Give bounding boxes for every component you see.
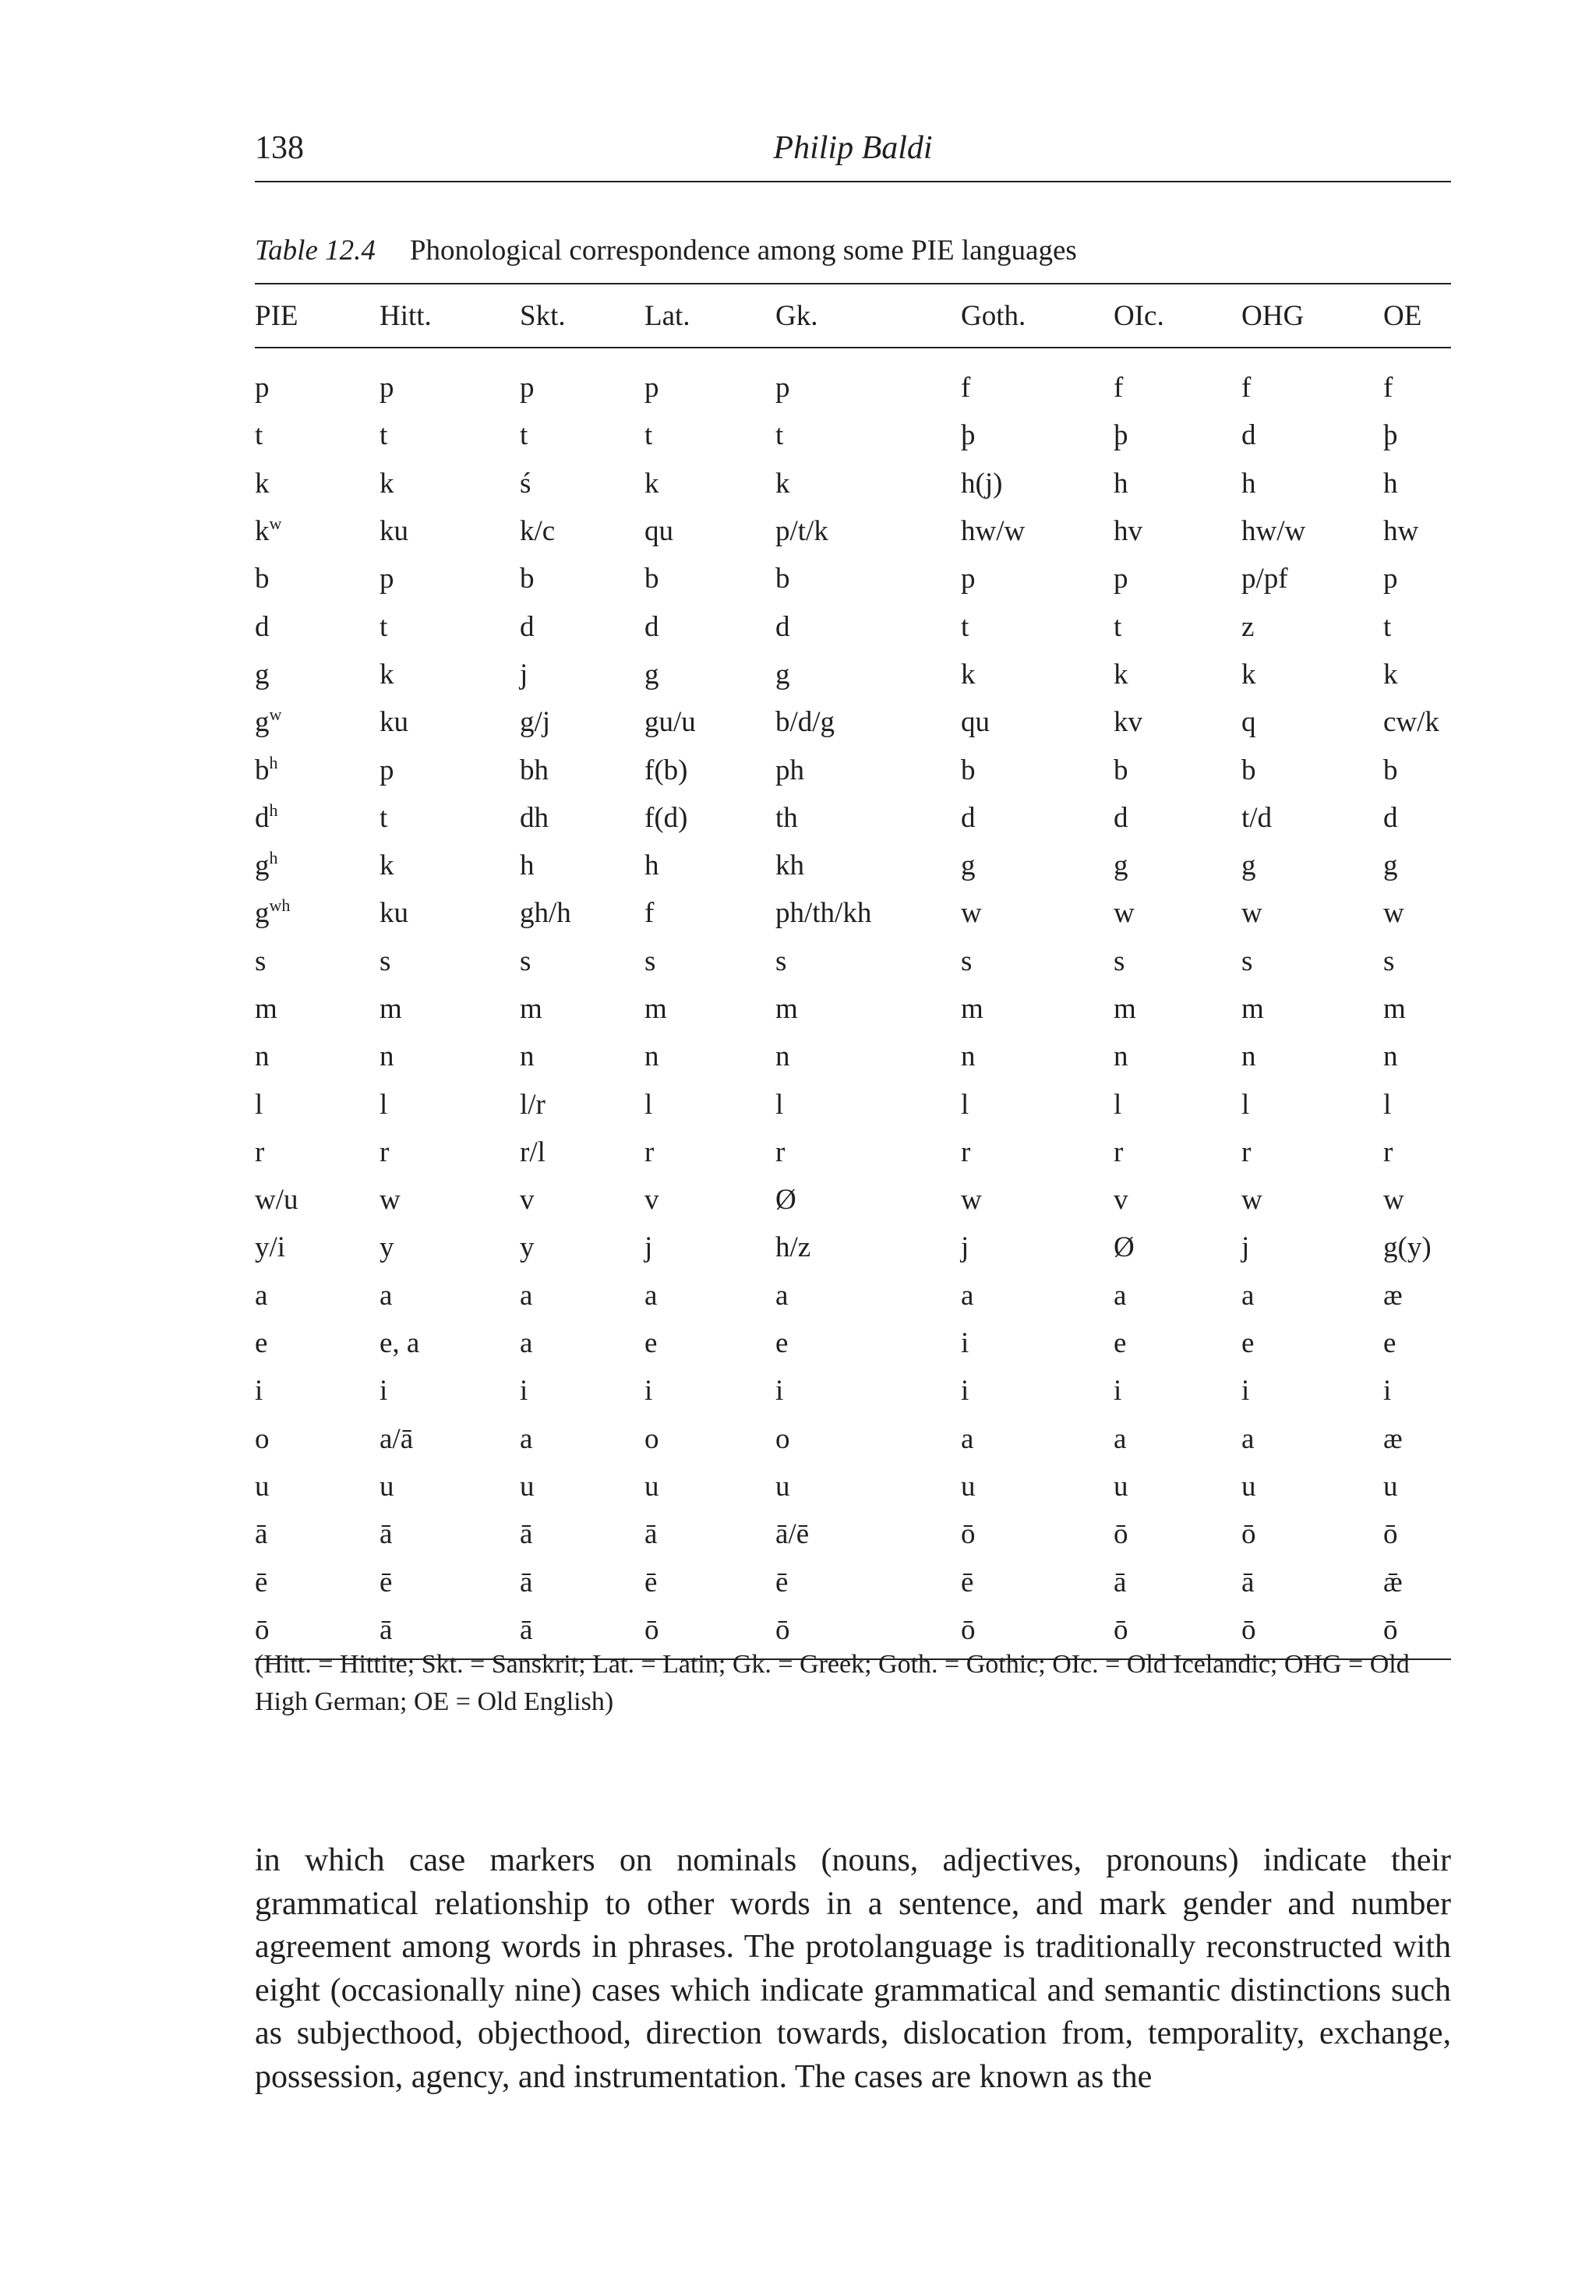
pie-sound-cell: b [255, 563, 270, 595]
table-cell: d [1241, 419, 1256, 452]
table-cell: k [380, 658, 394, 691]
table-cell: r [1114, 1136, 1124, 1168]
table-cell: r [1241, 1136, 1252, 1168]
superscript: w [269, 514, 282, 534]
table-cell: i [1383, 1375, 1392, 1408]
table-cell: z [1241, 610, 1255, 643]
table-cell: l [1241, 1088, 1250, 1121]
table-cell: u [961, 1470, 976, 1503]
table-cell: ā [380, 1518, 393, 1551]
table-cell: l/r [520, 1088, 546, 1121]
pie-sound-cell: y/i [255, 1231, 286, 1264]
table-header-row [255, 284, 1451, 348]
table-cell: h [644, 850, 659, 882]
table-cell: u [775, 1470, 790, 1503]
table-cell: t [644, 419, 653, 452]
table-cell: i [1241, 1375, 1250, 1408]
table-cell: i [961, 1327, 969, 1360]
table-row [255, 412, 1451, 459]
pie-sound-cell: d [255, 610, 270, 643]
table-cell: k [380, 850, 394, 882]
table-cell: t [380, 419, 388, 452]
pie-sound-cell: n [255, 1040, 270, 1073]
table-cell: r [1383, 1136, 1393, 1168]
table-cell: a [1241, 1279, 1255, 1312]
table-cell: r [644, 1136, 655, 1168]
table-cell: n [961, 1040, 976, 1073]
table-cell: b [520, 563, 535, 595]
table-cell: w [1383, 897, 1404, 930]
table-cell: l [961, 1088, 969, 1121]
table-cell: i [775, 1375, 784, 1408]
table-cell: n [775, 1040, 790, 1073]
table-cell: ō [1241, 1518, 1256, 1551]
running-title: Philip Baldi [773, 130, 933, 166]
table-cell: t [520, 419, 528, 452]
table-cell: p [1383, 563, 1398, 595]
table-cell: g [961, 850, 976, 882]
table-cell: w [961, 897, 982, 930]
pie-sound-cell: $d^h$ [255, 800, 278, 834]
table-cell: g [1383, 850, 1398, 882]
pie-sound-cell: $b^h$ [255, 752, 278, 786]
table-cell: m [1241, 993, 1264, 1025]
table-cell: v [1114, 1184, 1128, 1217]
table-cell: dh [520, 801, 549, 834]
table-cell: p [644, 372, 659, 404]
table-cell: p [1114, 563, 1128, 595]
table-row [255, 1319, 1451, 1367]
table-cell: a [1114, 1422, 1127, 1455]
table-cell: b [1114, 754, 1128, 786]
table-cell: p [380, 372, 394, 404]
table-row [255, 1367, 1451, 1415]
table-cell: h [1241, 467, 1256, 500]
table-cell: v [644, 1184, 659, 1217]
table-cell: ō [775, 1606, 961, 1659]
table-cell: r [961, 1136, 971, 1168]
pie-sound-cell: g [255, 658, 270, 691]
table-row [255, 1080, 1451, 1128]
table-row [255, 460, 1451, 507]
table-row [255, 602, 1451, 650]
table-cell: ō [1383, 1518, 1398, 1551]
table-cell: a [520, 1279, 533, 1312]
table-cell: kh [775, 850, 804, 882]
pie-sound-cell: a [255, 1279, 268, 1312]
table-cell: u [1383, 1470, 1398, 1503]
table-cell: p/t/k [775, 515, 828, 548]
table-cell: m [961, 993, 983, 1025]
table-cell: l [1383, 1088, 1392, 1121]
table-cell: i [380, 1375, 388, 1408]
pie-sound-cell: $g^{wh}$ [255, 895, 291, 930]
body-paragraph: in which case markers on nominals (nouns, adjectives, pronouns) indicate their grammatical relationship to other words in a sentence, and mark gender and number agreement among words in phrases. The protolanguage is traditionally reconstructed with eight (occasionally nine) cases which indicate grammatical and semantic distinctions such as subjecthood, objecthood, direction towards, dislocation from, temporality, exchange, possession, agency, and instrumentation. The cases are known as the [255, 1842, 1451, 2095]
table-cell: s [1114, 945, 1125, 977]
table-cell: u [520, 1470, 535, 1503]
table-cell: h(j) [961, 467, 1003, 500]
table-cell: f(d) [644, 801, 688, 834]
table-cell: ph/th/kh [775, 897, 872, 930]
pie-sound-cell: $g^w$ [255, 705, 282, 739]
table-cell: ē [775, 1566, 789, 1598]
table-cell: j [520, 658, 528, 691]
table-cell: w [1241, 897, 1262, 930]
column-header: Lat. [644, 284, 775, 348]
table-cell: ph [775, 754, 804, 786]
table-row [255, 555, 1451, 602]
table-cell: e [1241, 1327, 1255, 1360]
table-cell: d [775, 610, 790, 643]
superscript: wh [269, 895, 291, 916]
table-cell: f [644, 897, 655, 930]
pie-sound-cell: l [255, 1088, 263, 1121]
table-cell: p/pf [1241, 563, 1288, 595]
table-cell: g [1114, 850, 1128, 882]
table-cell: ǣ [1383, 1566, 1403, 1598]
table-cell: s [644, 945, 656, 977]
table-cell: l [380, 1088, 388, 1121]
table-cell: gu/u [644, 706, 696, 739]
table-cell: hv [1114, 515, 1142, 548]
table-cell: kv [1114, 706, 1142, 739]
table-cell: d [520, 610, 535, 643]
table-cell: h [520, 850, 535, 882]
table-cell: d [1114, 801, 1128, 834]
superscript: h [269, 752, 278, 772]
table-cell: u [380, 1470, 394, 1503]
table-cell: r [775, 1136, 786, 1168]
table-cell: l [775, 1088, 784, 1121]
page-number: 138 [255, 130, 304, 166]
table-cell: n [1241, 1040, 1256, 1073]
table-row [255, 1224, 1451, 1271]
table-cell: o [775, 1422, 790, 1455]
pie-sound-cell: s [255, 945, 267, 977]
column-header: Hitt. [380, 284, 520, 348]
table-cell: i [644, 1375, 653, 1408]
table-cell: p [520, 372, 535, 404]
table-cell: a [520, 1327, 533, 1360]
table-cell: m [520, 993, 542, 1025]
table-cell: s [520, 945, 531, 977]
pie-sound-cell: i [255, 1375, 263, 1408]
table-cell: n [520, 1040, 535, 1073]
table-cell: q [1241, 706, 1256, 739]
superscript: h [269, 800, 278, 820]
pie-sound-cell: m [255, 993, 277, 1025]
table-cell: qu [961, 706, 990, 739]
table-row [255, 1415, 1451, 1463]
pie-sound-cell: $g^h$ [255, 848, 278, 882]
table-cell: a/ā [380, 1422, 414, 1455]
table-cell: hw [1383, 515, 1419, 548]
table-cell: w [961, 1184, 982, 1217]
table-row [255, 842, 1451, 889]
table-cell: t [380, 610, 388, 643]
pie-sound-cell: ā [255, 1518, 268, 1551]
table-row [255, 1033, 1451, 1080]
table-cell: h [1383, 467, 1398, 500]
table-cell: e [644, 1327, 658, 1360]
table-cell: m [380, 993, 402, 1025]
table-cell: h [1114, 467, 1128, 500]
table-row [255, 651, 1451, 698]
table-cell: t [1383, 610, 1392, 643]
table-cell: s [1241, 945, 1253, 977]
table-cell: ś [520, 467, 531, 500]
table-cell: æ [1383, 1422, 1403, 1455]
table-cell: r [380, 1136, 390, 1168]
table-cell: Ø [775, 1184, 796, 1217]
table-row [255, 985, 1451, 1033]
table-cell: gh/h [520, 897, 571, 930]
table-cell: j [961, 1231, 969, 1264]
table-cell: k [1383, 658, 1398, 691]
table-cell: e [1114, 1327, 1127, 1360]
table-cell: m [644, 993, 667, 1025]
table-cell: f [1114, 372, 1124, 404]
table-cell: cw/k [1383, 706, 1439, 739]
table-cell: ō [1383, 1606, 1451, 1659]
table-row [255, 1463, 1451, 1510]
pie-sound-cell: u [255, 1470, 270, 1503]
table-cell: ā [380, 1606, 520, 1659]
table-cell: p [961, 563, 976, 595]
table-cell: e, a [380, 1327, 420, 1360]
table-cell: þ [1383, 419, 1398, 452]
table-cell: w [380, 1184, 401, 1217]
table-cell: þ [1114, 419, 1128, 452]
table-cell: u [1241, 1470, 1256, 1503]
table-cell: k [644, 467, 659, 500]
table-cell: þ [961, 419, 976, 452]
table-row [255, 1129, 1451, 1176]
table-cell: ō [961, 1606, 1114, 1659]
table-cell: a [961, 1422, 974, 1455]
table-cell: e [1383, 1327, 1396, 1360]
table-cell: a [644, 1279, 658, 1312]
table-cell: ā [520, 1606, 644, 1659]
superscript: w [269, 705, 282, 725]
table-cell: g(y) [1383, 1231, 1432, 1264]
table-cell: k [775, 467, 790, 500]
pie-sound-cell: ō [255, 1606, 380, 1659]
table-row [255, 1272, 1451, 1319]
table-cell: j [644, 1231, 653, 1264]
table-cell: ā/ē [775, 1518, 810, 1551]
correspondence-table [255, 283, 1451, 1660]
table-cell: p [775, 372, 790, 404]
table-row [255, 348, 1451, 412]
table-cell: ku [380, 706, 408, 739]
table-cell: ē [644, 1566, 658, 1598]
table-cell: t [380, 801, 388, 834]
table-row [255, 1558, 1451, 1605]
table-cell: ō [1114, 1606, 1241, 1659]
column-header: Goth. [961, 284, 1114, 348]
table-cell: y [520, 1231, 535, 1264]
table-cell: o [644, 1422, 659, 1455]
pie-sound-cell: e [255, 1327, 268, 1360]
table-cell: ō [1241, 1606, 1383, 1659]
table-cell: th [775, 801, 798, 834]
column-header: PIE [255, 284, 380, 348]
table-cell: i [1114, 1375, 1122, 1408]
table-cell: ā [1114, 1566, 1127, 1598]
table-cell: m [1114, 993, 1136, 1025]
table-row [255, 507, 1451, 555]
table-cell: l [1114, 1088, 1122, 1121]
table-cell: t [1114, 610, 1122, 643]
column-header: OIc. [1114, 284, 1241, 348]
table-note: (Hitt. = Hittite; Skt. = Sanskrit; Lat. = Latin; Gk. = Greek; Goth. = Gothic; OIc. = Old Icelandic; OHG = Old High German; OE = Old English) [255, 1650, 1410, 1716]
table-cell: a [520, 1422, 533, 1455]
table-cell: hw/w [961, 515, 1026, 548]
table-cell: t/d [1241, 801, 1273, 834]
table-cell: g [644, 658, 659, 691]
table-cell: p [380, 754, 394, 786]
table-cell: w [1241, 1184, 1262, 1217]
table-cell: s [961, 945, 973, 977]
table-cell: a [1241, 1422, 1255, 1455]
table-cell: ā [1241, 1566, 1255, 1598]
pie-sound-cell: w/u [255, 1184, 298, 1217]
table-cell: m [775, 993, 798, 1025]
table-cell: e [775, 1327, 789, 1360]
table-row [255, 1176, 1451, 1224]
table-cell: k [1241, 658, 1256, 691]
table-cell: Ø [1114, 1231, 1135, 1264]
table-cell: b [1241, 754, 1256, 786]
table-cell: f(b) [644, 754, 688, 786]
table-cell: æ [1383, 1279, 1403, 1312]
table-cell: a [380, 1279, 393, 1312]
table-cell: r/l [520, 1136, 546, 1168]
table-row [255, 698, 1451, 746]
table-row [255, 746, 1451, 793]
table-cell: ō [961, 1518, 976, 1551]
table-cell: f [1383, 372, 1393, 404]
table-cell: ā [644, 1518, 658, 1551]
superscript: h [269, 848, 278, 868]
column-header: Skt. [520, 284, 644, 348]
column-header: OE [1383, 284, 1451, 348]
table-cell: ā [520, 1518, 533, 1551]
table-cell: ō [1114, 1518, 1128, 1551]
pie-sound-cell: ē [255, 1566, 268, 1598]
table-cell: d [961, 801, 976, 834]
table-cell: a [1114, 1279, 1127, 1312]
table-body [255, 348, 1451, 1659]
table-cell: hw/w [1241, 515, 1306, 548]
table-cell: u [1114, 1470, 1128, 1503]
table-cell: n [1383, 1040, 1398, 1073]
pie-sound-cell: r [255, 1136, 265, 1168]
table-cell: f [961, 372, 971, 404]
table-cell: b [775, 563, 790, 595]
table-cell: i [520, 1375, 528, 1408]
table-cell: v [520, 1184, 535, 1217]
table-cell: ō [644, 1606, 775, 1659]
table-row [255, 794, 1451, 842]
table-cell: ē [961, 1566, 974, 1598]
table-cell: k [1114, 658, 1128, 691]
table-cell: g [775, 658, 790, 691]
table-caption-text: Phonological correspondence among some PIE languages [409, 235, 1077, 267]
table-cell: t [775, 419, 784, 452]
table-cell: ku [380, 897, 408, 930]
pie-sound-cell: o [255, 1422, 270, 1455]
table-cell: s [380, 945, 391, 977]
table-cell: w [1383, 1184, 1404, 1217]
table-row [255, 1510, 1451, 1558]
pie-sound-cell: t [255, 419, 263, 452]
table-cell: a [775, 1279, 789, 1312]
table-row [255, 889, 1451, 937]
table-cell: s [775, 945, 787, 977]
pie-sound-cell: $k^w$ [255, 514, 282, 548]
table-cell: k [961, 658, 976, 691]
table-row [255, 938, 1451, 985]
table-cell: g/j [520, 706, 551, 739]
table-cell: d [644, 610, 659, 643]
table-cell: p [380, 563, 394, 595]
column-header: Gk. [775, 284, 961, 348]
table-cell: g [1241, 850, 1256, 882]
pie-sound-cell: p [255, 372, 270, 404]
table-cell: ē [380, 1566, 393, 1598]
table-cell: k/c [520, 515, 556, 548]
table-cell: j [1241, 1231, 1250, 1264]
table-cell: a [961, 1279, 974, 1312]
table-cell: b [1383, 754, 1398, 786]
table-cell: i [961, 1375, 969, 1408]
table-caption-label: Table 12.4 [255, 235, 376, 267]
table-caption [255, 234, 1077, 267]
table-cell: b/d/g [775, 706, 835, 739]
table-cell: h/z [775, 1231, 811, 1264]
table-cell: n [1114, 1040, 1128, 1073]
running-head [255, 125, 1451, 182]
table-cell: u [644, 1470, 659, 1503]
table-cell: b [961, 754, 976, 786]
table-cell: qu [644, 515, 673, 548]
table-cell: ā [520, 1566, 533, 1598]
column-header: OHG [1241, 284, 1383, 348]
table-cell: b [644, 563, 659, 595]
table-cell: w [1114, 897, 1135, 930]
table-cell: ku [380, 515, 408, 548]
table-cell: k [380, 467, 394, 500]
pie-sound-cell: k [255, 467, 270, 500]
table-cell: y [380, 1231, 394, 1264]
table-cell: m [1383, 993, 1406, 1025]
table-cell: f [1241, 372, 1252, 404]
table-cell: l [644, 1088, 653, 1121]
table-cell: t [961, 610, 969, 643]
table-cell: n [644, 1040, 659, 1073]
table-cell: d [1383, 801, 1398, 834]
table-cell: n [380, 1040, 394, 1073]
table-cell: s [1383, 945, 1395, 977]
table-cell: bh [520, 754, 549, 786]
